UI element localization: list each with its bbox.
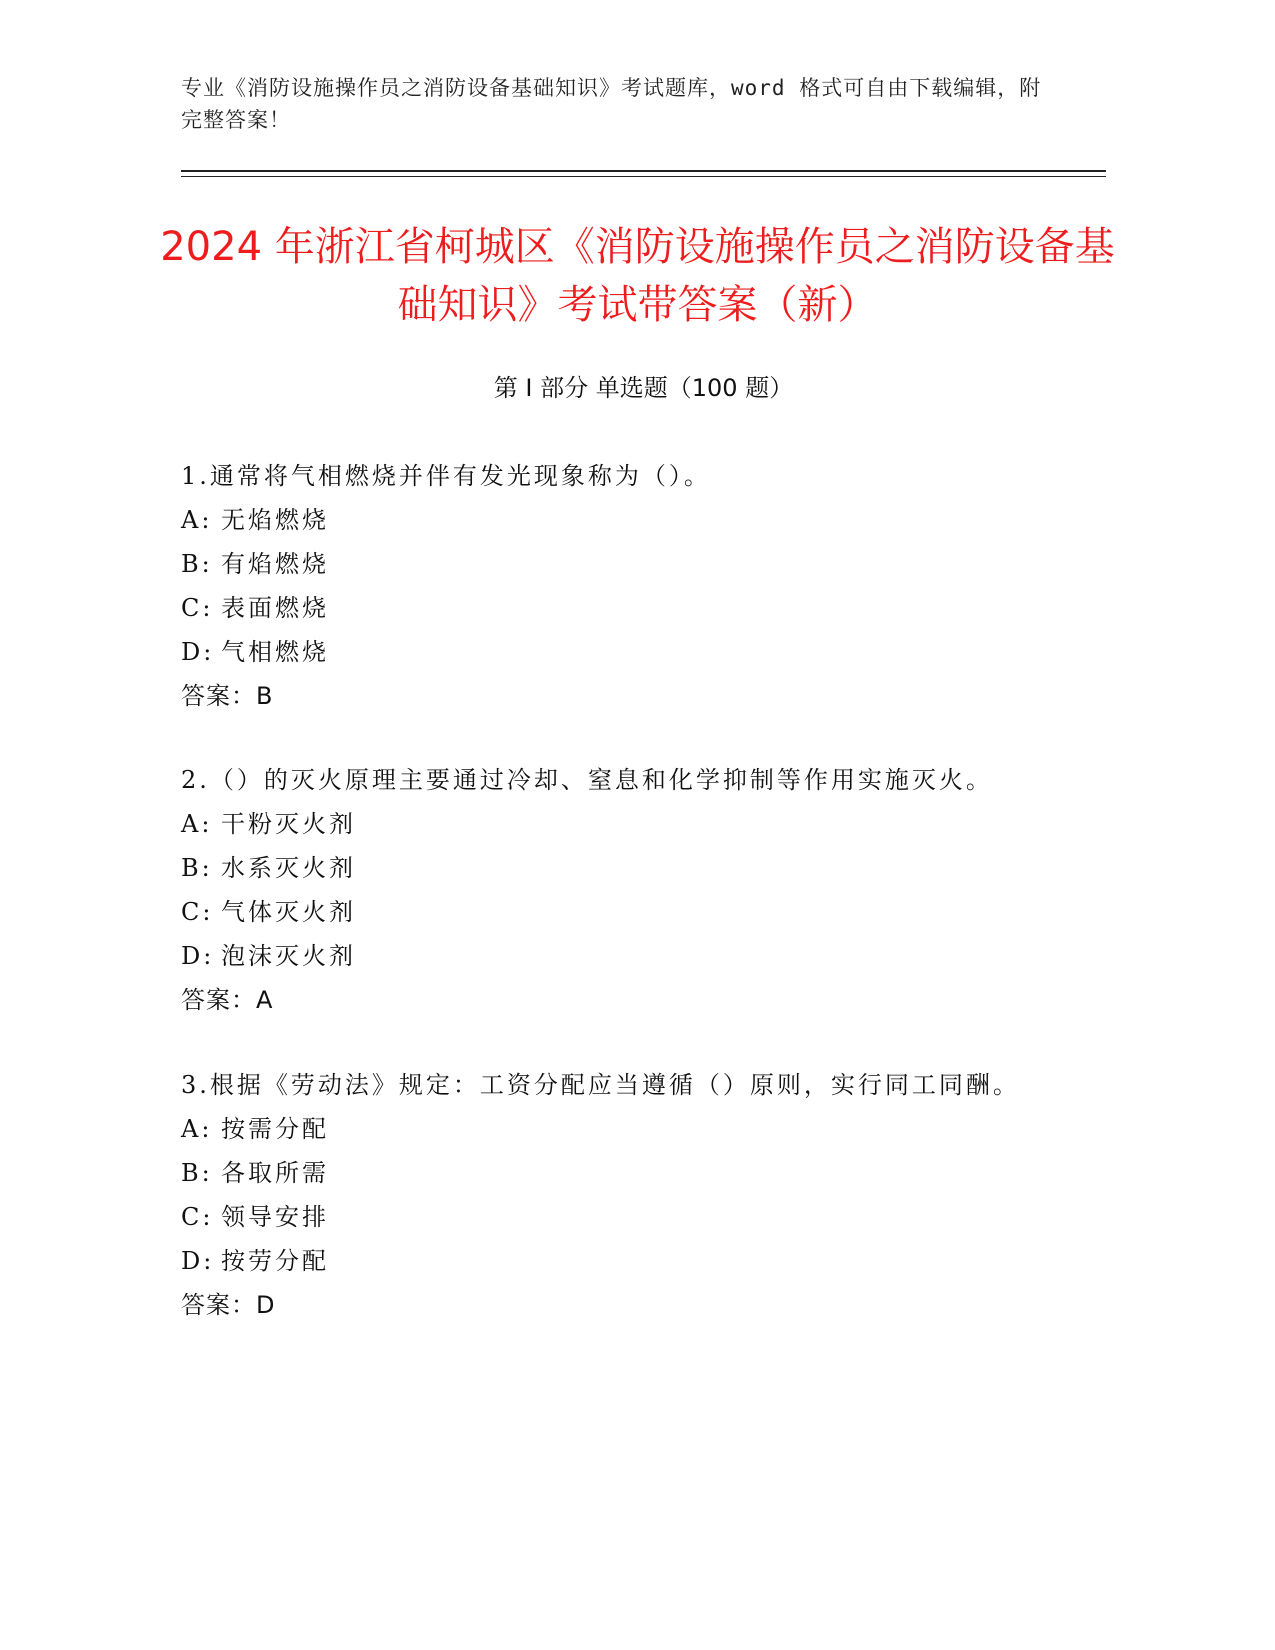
option-text: 水系灭火剂	[221, 854, 356, 882]
answer-line: 答案：B	[181, 682, 274, 710]
answer-line: 答案：A	[181, 986, 274, 1014]
option-text: 无焰燃烧	[221, 506, 329, 534]
question-stem: 3.根据《劳动法》规定：工资分配应当遵循（）原则，实行同工同酬。	[181, 1071, 1020, 1099]
section-heading: 第 I 部分 单选题（100 题）	[493, 374, 794, 402]
header-divider-thin	[181, 176, 1106, 177]
option-c	[181, 1195, 1061, 1239]
option-d	[181, 934, 1061, 978]
option-text: 按需分配	[221, 1115, 329, 1143]
header-note: 专业《消防设施操作员之消防设备基础知识》考试题库，word 格式可自由下载编辑，附完整答案！	[181, 76, 1042, 132]
option-text: 按劳分配	[221, 1247, 329, 1275]
option-a	[181, 1107, 1061, 1151]
option-letter: A:	[181, 810, 213, 838]
option-text: 领导安排	[221, 1203, 329, 1231]
question-stem: 2.（）的灭火原理主要通过冷却、窒息和化学抑制等作用实施灭火。	[181, 766, 993, 794]
option-text: 气体灭火剂	[221, 898, 356, 926]
option-d	[181, 1239, 1061, 1283]
option-letter: A:	[181, 1115, 213, 1143]
option-letter: B:	[181, 550, 213, 578]
option-letter: D:	[181, 638, 215, 666]
option-text: 各取所需	[221, 1159, 329, 1187]
option-letter: D:	[181, 1247, 215, 1275]
option-text: 干粉灭火剂	[221, 810, 356, 838]
option-b	[181, 846, 1061, 890]
question-stem: 1.通常将气相燃烧并伴有发光现象称为（）。	[181, 462, 711, 490]
option-letter: A:	[181, 506, 213, 534]
answer-line: 答案：D	[181, 1291, 276, 1319]
option-text: 表面燃烧	[221, 594, 329, 622]
question-block	[181, 758, 1061, 1022]
document-title: 2024 年浙江省柯城区《消防设施操作员之消防设备基础知识》考试带答案（新）	[160, 224, 1115, 328]
option-b	[181, 1151, 1061, 1195]
option-letter: C:	[181, 594, 214, 622]
option-b	[181, 542, 1061, 586]
header-divider-thick	[181, 170, 1106, 172]
option-letter: C:	[181, 898, 214, 926]
option-letter: C:	[181, 1203, 214, 1231]
option-c	[181, 586, 1061, 630]
question-block	[181, 1063, 1061, 1327]
option-a	[181, 498, 1061, 542]
option-letter: D:	[181, 942, 215, 970]
option-text: 气相燃烧	[221, 638, 329, 666]
option-text: 有焰燃烧	[221, 550, 329, 578]
option-a	[181, 802, 1061, 846]
option-c	[181, 890, 1061, 934]
option-d	[181, 630, 1061, 674]
option-letter: B:	[181, 1159, 213, 1187]
option-letter: B:	[181, 854, 213, 882]
question-block	[181, 454, 1061, 718]
option-text: 泡沫灭火剂	[221, 942, 356, 970]
